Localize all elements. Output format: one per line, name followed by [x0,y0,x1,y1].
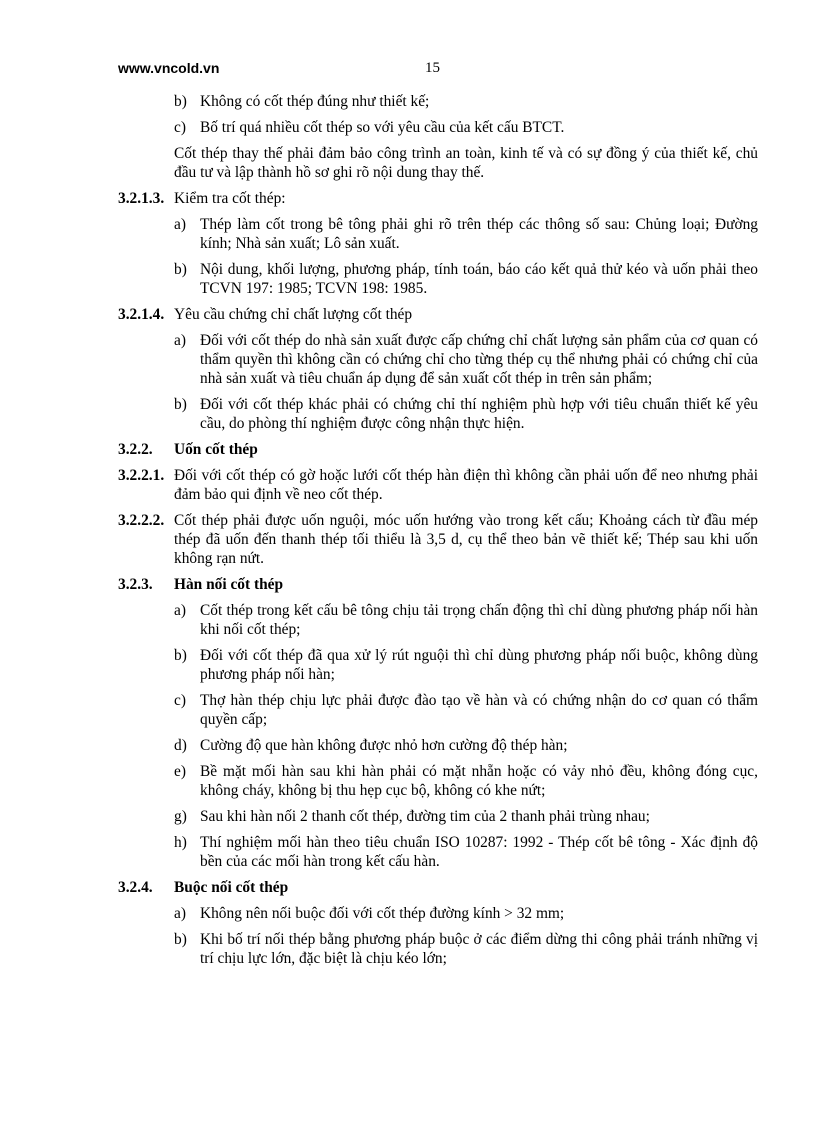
list-marker: a) [174,332,186,349]
list-item [118,833,758,871]
section-number: 3.2.1.4. [118,306,165,323]
list-item [118,904,758,923]
list-item [118,691,758,729]
section-text: Uốn cốt thép [174,441,258,458]
list-item [118,260,758,298]
list-item [118,118,758,137]
section-number: 3.2.2. [118,441,153,458]
list-item [118,331,758,388]
list-marker: b) [174,647,187,664]
list-item [118,930,758,968]
section-heading [118,575,758,594]
subsection [118,466,758,504]
list-marker: b) [174,93,187,110]
list-marker: a) [174,905,186,922]
list-item-text: Khi bố trí nối thép bằng phương pháp buộc ở các điểm dừng thi công phải tránh những vị trí chịu lực lớn, đặc biệt là chịu kéo lớn; [200,931,758,967]
section-number: 3.2.2.2. [118,512,165,529]
page-number: 15 [425,60,440,76]
list-marker: d) [174,737,187,754]
list-item-text: Không có cốt thép đúng như thiết kế; [200,93,430,110]
section-heading [118,878,758,897]
section-text: Kiểm tra cốt thép: [174,190,286,207]
paragraph: Cốt thép thay thế phải đảm bảo công trình an toàn, kinh tế và có sự đồng ý của thiết kế, chủ đầu tư và lập thành hồ sơ ghi rõ nội dung thay thế. [174,145,758,181]
subsection [118,511,758,568]
list-marker: c) [174,119,186,136]
list-item [118,92,758,111]
list-marker: e) [174,763,186,780]
list-item-text: Sau khi hàn nối 2 thanh cốt thép, đường tim của 2 thanh phải trùng nhau; [200,808,650,825]
section-number: 3.2.2.1. [118,467,165,484]
list-item [118,395,758,433]
list-item-text: Cường độ que hàn không được nhỏ hơn cường độ thép hàn; [200,737,568,754]
list-item-text: Bề mặt mối hàn sau khi hàn phải có mặt nhẵn hoặc có vảy nhỏ đều, không đóng cục, không cháy, không bị thu hẹp cục bộ, không có khe nứt; [200,763,758,799]
list-item-text: Thép làm cốt trong bê tông phải ghi rõ trên thép các thông số sau: Chủng loại; Đường kính; Nhà sản xuất; Lô sản xuất. [200,216,758,252]
list-item-text: Bố trí quá nhiều cốt thép so với yêu cầu của kết cấu BTCT. [200,119,565,136]
list-item-text: Không nên nối buộc đối với cốt thép đường kính > 32 mm; [200,905,565,922]
list-item [118,215,758,253]
list-item [118,762,758,800]
document-body [118,92,758,975]
list-item [118,807,758,826]
section-heading [118,440,758,459]
section-number: 3.2.3. [118,576,153,593]
list-item [118,646,758,684]
list-marker: c) [174,692,186,709]
list-item-text: Đối với cốt thép khác phải có chứng chỉ thí nghiệm phù hợp với tiêu chuẩn thiết kế yêu cầu, do phòng thí nghiệm được công nhận thực hiện. [200,396,758,432]
section-number: 3.2.1.3. [118,190,165,207]
section-text: Hàn nối cốt thép [174,576,284,593]
header-site: www.vncold.vn [118,60,220,76]
list-item [118,736,758,755]
list-marker: b) [174,396,187,413]
section-number: 3.2.4. [118,879,153,896]
section-text: Yêu cầu chứng chỉ chất lượng cốt thép [174,306,413,323]
list-marker: b) [174,261,187,278]
list-item-text: Đối với cốt thép do nhà sản xuất được cấp chứng chỉ chất lượng sản phẩm của cơ quan có thẩm quyền thì không cần có chứng chỉ cho từng thép cụ thể nhưng phải có chứng chỉ của nhà sản xuất và tiêu chuẩn áp dụng để sản xuất cốt thép in trên sản phẩm; [200,332,758,387]
list-item-text: Đối với cốt thép đã qua xử lý rút nguội thì chỉ dùng phương pháp nối buộc, không dùng phương pháp nối hàn; [200,647,758,683]
section-text: Buộc nối cốt thép [174,879,289,896]
list-item-text: Thí nghiệm mối hàn theo tiêu chuẩn ISO 10287: 1992 - Thép cốt bê tông - Xác định độ bền của các mối hàn trong kết cấu hàn. [200,834,758,870]
list-item-text: Cốt thép trong kết cấu bê tông chịu tải trọng chấn động thì chỉ dùng phương pháp nối hàn khi nối cốt thép; [200,602,758,638]
list-item-text: Thợ hàn thép chịu lực phải được đào tạo về hàn và có chứng nhận do cơ quan có thẩm quyền cấp; [200,692,758,728]
list-marker: a) [174,602,186,619]
section-text: Đối với cốt thép có gờ hoặc lưới cốt thép hàn điện thì không cần phải uốn để neo nhưng phải đảm bảo qui định về neo cốt thép. [174,467,758,503]
list-marker: g) [174,808,187,825]
list-item-text: Nội dung, khối lượng, phương pháp, tính toán, báo cáo kết quả thử kéo và uốn phải theo TCVN 197: 1985; TCVN 198: 1985. [200,261,758,297]
list-marker: h) [174,834,187,851]
list-marker: a) [174,216,186,233]
list-item [118,601,758,639]
subsection [118,305,758,324]
list-marker: b) [174,931,187,948]
section-text: Cốt thép phải được uốn nguội, móc uốn hướng vào trong kết cấu; Khoảng cách từ đầu mép thép đã uốn đến thanh thép tối thiểu là 3,5 d, cụ thể theo bản vẽ thiết kế; Thép sau khi uốn không rạn nứt. [174,512,758,567]
subsection [118,189,758,208]
